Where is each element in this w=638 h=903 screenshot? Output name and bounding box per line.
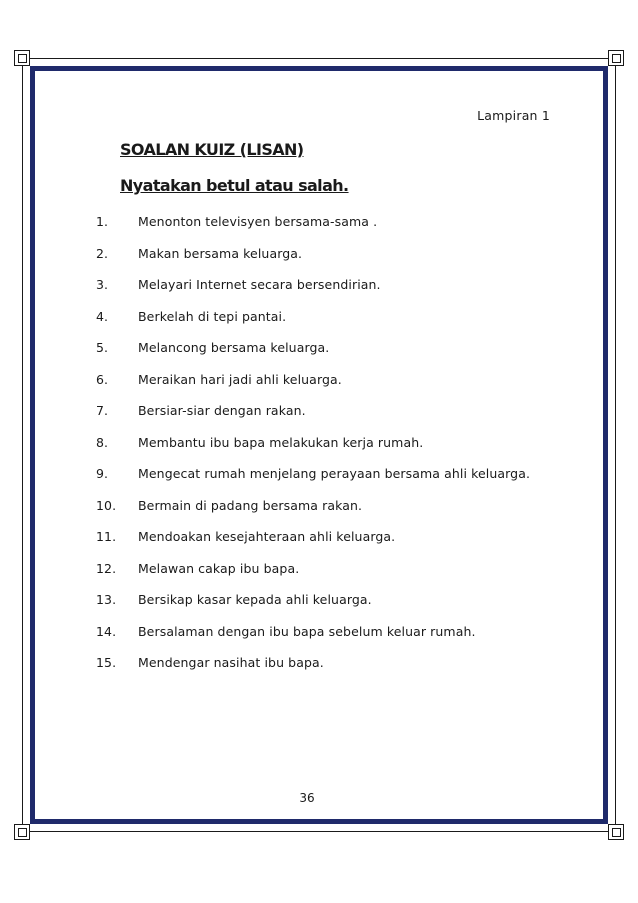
question-number: 15. <box>96 655 117 670</box>
frame-corner-top-left <box>14 50 30 66</box>
question-text: Bersalaman dengan ibu bapa sebelum keluar rumah. <box>138 623 476 639</box>
question-item <box>96 496 546 516</box>
question-text: Melawan cakap ibu bapa. <box>138 560 300 576</box>
question-text: Bermain di padang bersama rakan. <box>138 497 363 513</box>
question-item <box>96 275 546 295</box>
question-text: Makan bersama keluarga. <box>138 245 303 261</box>
question-number: 2. <box>96 245 109 261</box>
question-item <box>96 244 546 264</box>
question-number: 12. <box>96 560 117 576</box>
appendix-label: Lampiran 1 <box>477 108 550 123</box>
question-item <box>96 338 546 358</box>
question-item <box>96 622 546 642</box>
page-number: 36 <box>299 791 315 805</box>
question-text: Berkelah di tepi pantai. <box>138 308 287 324</box>
question-item <box>96 212 546 232</box>
question-item <box>96 401 546 421</box>
question-item <box>96 433 546 453</box>
question-text: Bersiar-siar dengan rakan. <box>138 403 306 418</box>
document-title: SOALAN KUIZ (LISAN) <box>120 140 304 159</box>
question-item <box>96 370 546 390</box>
frame-corner-top-right <box>608 50 624 66</box>
question-text: Melancong bersama keluarga. <box>138 340 330 355</box>
question-number: 1. <box>96 214 109 229</box>
question-number: 7. <box>96 403 109 418</box>
frame-corner-bottom-left <box>14 824 30 840</box>
question-text: Meraikan hari jadi ahli keluarga. <box>138 371 342 387</box>
question-item <box>96 559 546 579</box>
question-number: 3. <box>96 277 109 292</box>
question-item <box>96 653 546 673</box>
question-text: Mendengar nasihat ibu bapa. <box>138 655 324 670</box>
question-number: 4. <box>96 308 109 324</box>
question-number: 9. <box>96 466 109 481</box>
question-text: Membantu ibu bapa melakukan kerja rumah. <box>138 434 424 450</box>
question-text: Mendoakan kesejahteraan ahli keluarga. <box>138 529 396 544</box>
document-instruction: Nyatakan betul atau salah. <box>120 176 349 195</box>
question-text: Bersikap kasar kepada ahli keluarga. <box>138 592 372 607</box>
question-number: 13. <box>96 592 117 607</box>
question-list <box>96 212 546 685</box>
question-number: 14. <box>96 623 117 639</box>
question-text: Menonton televisyen bersama-sama . <box>138 214 378 229</box>
question-text: Melayari Internet secara bersendirian. <box>138 277 381 292</box>
question-item <box>96 464 546 484</box>
question-item <box>96 527 546 547</box>
question-number: 8. <box>96 434 109 450</box>
question-text: Mengecat rumah menjelang perayaan bersama ahli keluarga. <box>138 466 531 481</box>
question-number: 5. <box>96 340 109 355</box>
question-item <box>96 307 546 327</box>
frame-corner-bottom-right <box>608 824 624 840</box>
question-item <box>96 590 546 610</box>
question-number: 6. <box>96 371 109 387</box>
question-number: 10. <box>96 497 117 513</box>
question-number: 11. <box>96 529 117 544</box>
